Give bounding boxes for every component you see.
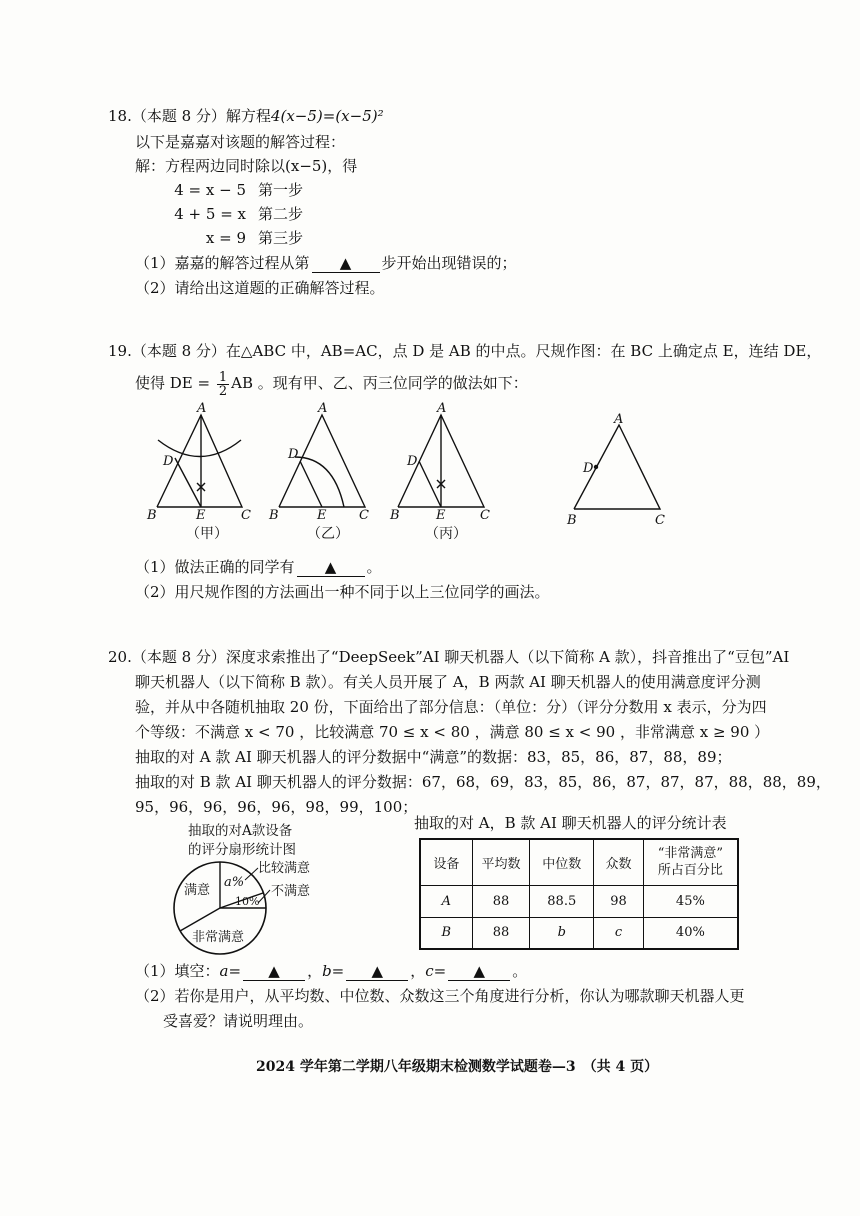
th-device: 设备 — [420, 839, 472, 885]
cell-a-pct: 45% — [643, 885, 738, 917]
q20-blank-a[interactable]: ▲ — [243, 962, 305, 981]
q18-step3-label: 第三步 — [258, 229, 304, 247]
q18-part2: （2）请给出这道题的正确解答过程。 — [135, 279, 385, 297]
cell-b-mode: c — [594, 917, 644, 949]
cell-b-mean: 88 — [472, 917, 530, 949]
cell-b-pct: 40% — [643, 917, 738, 949]
th-mode: 众数 — [594, 839, 644, 885]
q20-line7: 95，96，96，96，96，98，99，100； — [135, 798, 418, 816]
q18-intro: 以下是嘉嘉对该题的解答过程： — [135, 133, 346, 151]
q20-line2: 聊天机器人（以下简称 B 款）。有关人员开展了 A，B 两款 AI 聊天机器人的使用满意度评分测 — [135, 673, 761, 691]
table-title: 抽取的对 A，B 款 AI 聊天机器人的评分统计表 — [414, 814, 727, 832]
page-footer: 2024 学年第二学期八年级期末检测数学试题卷—3 （共 4 页） — [256, 1059, 659, 1075]
label-C-yi: C — [359, 508, 369, 523]
q19-part2: （2）用尺规作图的方法画出一种不同于以上三位同学的画法。 — [135, 583, 550, 601]
pie-title-2: 的评分扇形统计图 — [188, 842, 296, 858]
q20-blank-b[interactable]: ▲ — [346, 962, 408, 981]
label-E-jia: E — [196, 508, 206, 523]
q18-stem — [108, 105, 384, 127]
q18-solution-lead: 解：方程两边同时除以(x−5)，得 — [135, 157, 358, 175]
label-B-bing: B — [390, 508, 400, 523]
pie-label-unsatisfied: 不满意 — [271, 884, 311, 899]
pie-leader-2 — [258, 890, 270, 903]
cell-b-device: B — [420, 917, 472, 949]
cell-a-device: A — [420, 885, 472, 917]
label-E-yi: E — [317, 508, 327, 523]
th-mean: 平均数 — [472, 839, 530, 885]
q20-blank-c[interactable]: ▲ — [448, 962, 510, 981]
label-B-jia: B — [147, 508, 157, 523]
label-D-yi: D — [288, 447, 299, 462]
q18-part1: （1）嘉嘉的解答过程从第 ▲ 步开始出现错误的； — [135, 254, 517, 272]
label-D-jia: D — [163, 454, 174, 469]
pie-label-satisfied: 满意 — [184, 883, 211, 898]
label-A-blank: A — [614, 412, 624, 427]
q20-part2-line1: （2）若你是用户，从平均数、中位数、众数这三个角度进行分析，你认为哪款聊天机器人更 — [135, 987, 745, 1005]
label-A-bing: A — [437, 401, 447, 416]
q19-constructions — [0, 395, 860, 545]
label-E-bing: E — [436, 508, 446, 523]
q19-stem-line2: 使得 DE = $\frac{1}{2}$ AB 。现有甲、乙、丙三位同学的做法如下： — [135, 369, 528, 399]
q20-line5: 抽取的对 A 款 AI 聊天机器人的评分数据中“满意”的数据：83，85，86，87，88，89； — [135, 748, 732, 766]
q18-step1-label: 第一步 — [258, 181, 304, 199]
pie-sep-left — [180, 908, 220, 931]
table-header-row — [420, 839, 738, 885]
pie-label-a-pct: a% — [224, 875, 245, 890]
caption-jia: （甲） — [186, 526, 228, 542]
q18-stem-prefix: 18.（本题 8 分）解方程 — [108, 107, 271, 125]
stats-table — [419, 838, 739, 950]
q20-part1: （1）填空：a= ▲ ，b= ▲ ，c= ▲ 。 — [135, 962, 528, 980]
q18-answer-blank[interactable]: ▲ — [312, 254, 380, 273]
cell-a-mode: 98 — [594, 885, 644, 917]
label-C-blank: C — [655, 513, 665, 528]
q20-part2-line2: 受喜爱？请说明理由。 — [163, 1012, 314, 1030]
pie-label-very-satisfied: 非常满意 — [192, 930, 245, 945]
caption-yi: （乙） — [307, 526, 349, 542]
th-median: 中位数 — [530, 839, 594, 885]
label-B-yi: B — [269, 508, 279, 523]
q20-line4: 个等级：不满意 x < 70 ，比较满意 70 ≤ x < 80 ，满意 80 ≤ x < 90 ，非常满意 x ≥ 90 ） — [135, 723, 770, 741]
q18-equation: 4(x−5)=(x−5)² — [270, 107, 384, 125]
q20-line6: 抽取的对 B 款 AI 聊天机器人的评分数据：67，68，69，83，85，86，87，87，87，88，88，89， — [135, 773, 831, 791]
pie-label-ten-pct: 10% — [235, 895, 260, 908]
q19-stem-line1: 19.（本题 8 分）在△ABC 中，AB=AC，点 D 是 AB 的中点。尺规作图：在 BC 上确定点 E，连结 DE， — [108, 342, 822, 360]
q20-line1: 20.（本题 8 分）深度求索推出了“DeepSeek”AI 聊天机器人（以下简称 A 款），抖音推出了“豆包”AI — [108, 648, 790, 666]
label-C-jia: C — [241, 508, 251, 523]
q18-step2-expr: 4 + 5 = x — [174, 205, 246, 223]
cell-a-median: 88.5 — [530, 885, 594, 917]
pie-chart — [170, 860, 340, 960]
q18-step3-expr: x = 9 — [205, 229, 246, 247]
table-row — [420, 917, 738, 949]
label-A-yi: A — [318, 401, 328, 416]
q18-step1-expr: 4 = x − 5 — [174, 181, 246, 199]
q19-fraction: $\frac{1}{2}$ — [218, 369, 228, 399]
q19-part1: （1）做法正确的同学有 ▲ 。 — [135, 558, 382, 576]
pie-title-1: 抽取的对A款设备 — [188, 823, 293, 839]
q19-answer-blank[interactable]: ▲ — [297, 558, 365, 577]
table-row — [420, 885, 738, 917]
cell-a-mean: 88 — [472, 885, 530, 917]
q18-step2-label: 第二步 — [258, 205, 304, 223]
caption-bing: （丙） — [425, 526, 467, 542]
label-B-blank: B — [567, 513, 577, 528]
q20-line3: 验，并从中各随机抽取 20 份，下面给出了部分信息：（单位：分）（评分分数用 x 表示，分为四 — [135, 698, 767, 716]
point-D-marker — [594, 465, 598, 469]
label-D-blank: D — [583, 461, 594, 476]
cell-b-median: b — [530, 917, 594, 949]
pie-label-fairly-satisfied: 比较满意 — [258, 861, 311, 876]
th-very-satisfied-pct: “非常满意” 所占百分比 — [643, 839, 738, 885]
label-A-jia: A — [197, 401, 207, 416]
label-C-bing: C — [480, 508, 490, 523]
label-D-bing: D — [407, 454, 418, 469]
